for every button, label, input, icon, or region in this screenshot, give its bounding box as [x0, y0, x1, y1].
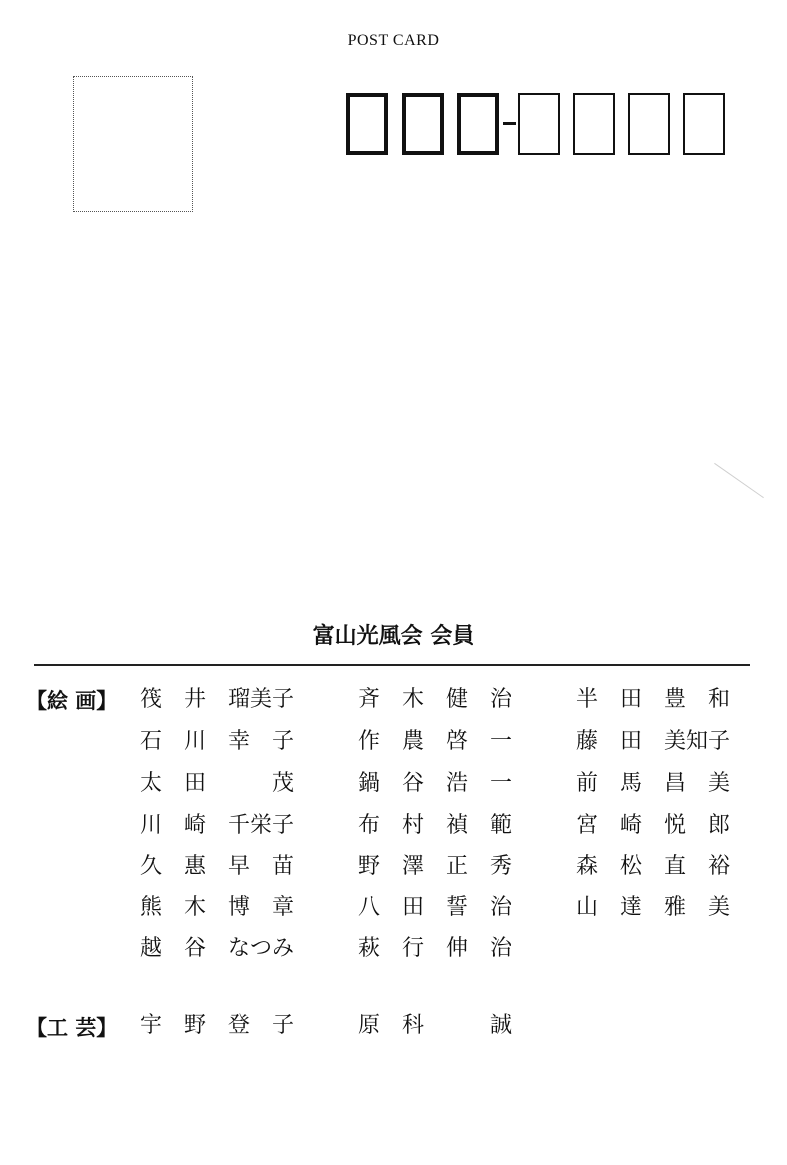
postal-code-box	[628, 93, 670, 155]
member-name: 原 科 誠	[358, 1013, 513, 1038]
postal-code-box	[457, 93, 499, 155]
paper-scratch	[714, 463, 764, 498]
member-name: 川 崎 千栄子	[140, 813, 295, 838]
section-label-crafts: 【工 芸】	[26, 1016, 118, 1040]
member-name: 萩 行 伸 治	[358, 936, 513, 961]
member-row	[0, 725, 787, 759]
member-name: 斉 木 健 治	[358, 687, 513, 712]
member-name: 八 田 誓 治	[358, 895, 513, 920]
member-name: 鍋 谷 浩 一	[358, 771, 513, 796]
member-name: 森 松 直 裕	[576, 854, 731, 879]
member-name: 作 農 啓 一	[358, 729, 513, 754]
member-name: 山 達 雅 美	[576, 895, 731, 920]
member-name: 半 田 豊 和	[576, 687, 731, 712]
member-row	[0, 809, 787, 843]
postal-code-box	[402, 93, 444, 155]
postal-code-dash	[503, 122, 516, 125]
member-name: 藤 田 美知子	[576, 729, 731, 754]
member-name: 筏 井 瑠美子	[140, 687, 295, 712]
postal-code-box	[346, 93, 388, 155]
stamp-area	[73, 76, 193, 212]
postal-code-box	[518, 93, 560, 155]
postal-code-box	[683, 93, 725, 155]
member-row	[0, 683, 787, 717]
member-row	[0, 1009, 787, 1043]
member-row	[0, 932, 787, 966]
member-name: 越 谷 なつみ	[140, 936, 295, 961]
member-row	[0, 767, 787, 801]
member-name: 前 馬 昌 美	[576, 771, 731, 796]
member-name: 宮 崎 悦 郎	[576, 813, 731, 838]
member-name: 野 澤 正 秀	[358, 854, 513, 879]
member-name: 宇 野 登 子	[140, 1013, 295, 1038]
divider	[34, 664, 750, 666]
member-name: 太 田 茂	[140, 771, 295, 796]
association-title: 富山光風会 会員	[312, 623, 475, 649]
postal-code-box	[573, 93, 615, 155]
member-row	[0, 891, 787, 925]
member-name: 石 川 幸 子	[140, 729, 295, 754]
member-name: 久 惠 早 苗	[140, 854, 295, 879]
member-name: 布 村 禎 範	[358, 813, 513, 838]
section-label-painting: 【絵 画】	[26, 689, 118, 713]
card-heading: POST CARD	[347, 32, 440, 49]
member-row	[0, 850, 787, 884]
member-name: 熊 木 博 章	[140, 895, 295, 920]
